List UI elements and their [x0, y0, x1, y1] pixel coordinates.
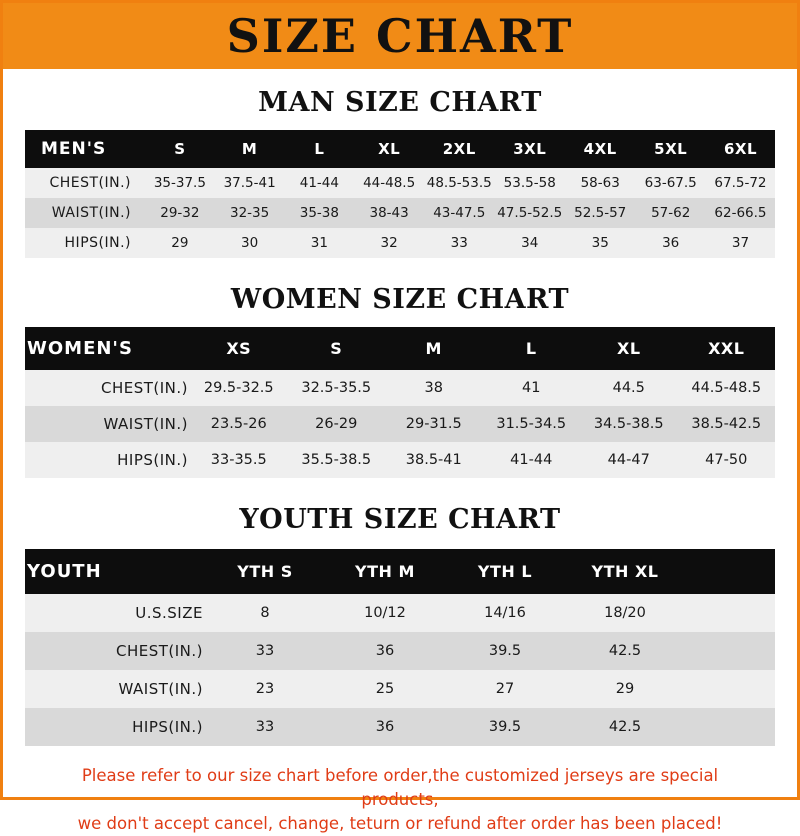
youth-header-label: YOUTH [25, 549, 205, 594]
men-cell: 29 [145, 228, 215, 258]
women-cell: 34.5-38.5 [580, 406, 678, 442]
women-header-label: WOMEN'S [25, 327, 190, 370]
men-header-cell: L [285, 130, 355, 168]
table-row [25, 670, 775, 708]
table-row [25, 406, 775, 442]
women-cell: 26-29 [288, 406, 386, 442]
men-cell: 35-37.5 [145, 168, 215, 198]
youth-section-title: YOUTH SIZE CHART [239, 504, 561, 535]
youth-cell [685, 594, 775, 632]
men-cell: 37 [706, 228, 775, 258]
table-row [25, 228, 775, 258]
youth-cell: 8 [205, 594, 325, 632]
women-cell: 44-47 [580, 442, 678, 478]
women-row-label: WAIST(IN.) [25, 406, 190, 442]
women-cell: 38.5-42.5 [678, 406, 776, 442]
youth-cell: 18/20 [565, 594, 685, 632]
youth-table-header-row [25, 549, 775, 594]
men-row-label: CHEST(IN.) [25, 168, 145, 198]
youth-cell: 42.5 [565, 708, 685, 746]
men-cell: 29-32 [145, 198, 215, 228]
youth-cell: 36 [325, 708, 445, 746]
men-cell: 35-38 [285, 198, 355, 228]
women-cell: 41-44 [483, 442, 581, 478]
youth-header-cell: YTH S [205, 549, 325, 594]
men-cell: 47.5-52.5 [494, 198, 564, 228]
page-title: SIZE CHART [226, 9, 574, 63]
men-cell: 53.5-58 [494, 168, 564, 198]
women-cell: 44.5 [580, 370, 678, 406]
women-cell: 29.5-32.5 [190, 370, 288, 406]
women-header-cell: XXL [678, 327, 776, 370]
men-cell: 41-44 [285, 168, 355, 198]
men-row-label: HIPS(IN.) [25, 228, 145, 258]
men-cell: 38-43 [354, 198, 424, 228]
women-cell: 23.5-26 [190, 406, 288, 442]
table-row [25, 168, 775, 198]
table-row [25, 708, 775, 746]
women-row-label: CHEST(IN.) [25, 370, 190, 406]
men-cell: 52.5-57 [565, 198, 635, 228]
youth-row-label: HIPS(IN.) [25, 708, 205, 746]
youth-cell: 23 [205, 670, 325, 708]
youth-header-cell [685, 549, 775, 594]
women-cell: 41 [483, 370, 581, 406]
men-header-cell: XL [354, 130, 424, 168]
men-header-cell: M [215, 130, 285, 168]
women-cell: 35.5-38.5 [288, 442, 386, 478]
men-cell: 37.5-41 [215, 168, 285, 198]
men-cell: 31 [285, 228, 355, 258]
men-row-label: WAIST(IN.) [25, 198, 145, 228]
men-cell: 32 [354, 228, 424, 258]
women-header-cell: S [288, 327, 386, 370]
women-cell: 44.5-48.5 [678, 370, 776, 406]
men-cell: 63-67.5 [635, 168, 705, 198]
youth-cell: 33 [205, 632, 325, 670]
men-cell: 36 [635, 228, 705, 258]
men-header-cell: 2XL [424, 130, 494, 168]
women-cell: 32.5-35.5 [288, 370, 386, 406]
youth-cell: 10/12 [325, 594, 445, 632]
women-cell: 31.5-34.5 [483, 406, 581, 442]
women-section-title: WOMEN SIZE CHART [230, 284, 570, 315]
women-cell: 38 [385, 370, 483, 406]
youth-cell: 36 [325, 632, 445, 670]
footer-note-line-2: we don't accept cancel, change, teturn or refund after order has been placed! [77, 813, 723, 833]
men-header-cell: 6XL [706, 130, 775, 168]
women-cell: 33-35.5 [190, 442, 288, 478]
men-header-label: MEN'S [25, 130, 145, 168]
men-cell: 32-35 [215, 198, 285, 228]
footer-note-line-1: Please refer to our size chart before order,the customized jerseys are special products, [81, 766, 719, 809]
youth-row-label: WAIST(IN.) [25, 670, 205, 708]
men-cell: 67.5-72 [706, 168, 775, 198]
men-cell: 62-66.5 [706, 198, 775, 228]
men-cell: 30 [215, 228, 285, 258]
youth-header-cell: YTH M [325, 549, 445, 594]
chart-content [3, 87, 797, 836]
youth-cell: 39.5 [445, 708, 565, 746]
youth-cell: 27 [445, 670, 565, 708]
man-section-title: MAN SIZE CHART [258, 87, 542, 118]
men-cell: 58-63 [565, 168, 635, 198]
men-header-cell: 5XL [635, 130, 705, 168]
men-cell: 44-48.5 [354, 168, 424, 198]
women-row-label: HIPS(IN.) [25, 442, 190, 478]
youth-cell: 39.5 [445, 632, 565, 670]
header-bar [3, 3, 797, 69]
youth-header-cell: YTH XL [565, 549, 685, 594]
men-header-cell: 3XL [494, 130, 564, 168]
men-cell: 43-47.5 [424, 198, 494, 228]
youth-header-cell: YTH L [445, 549, 565, 594]
youth-cell [685, 708, 775, 746]
women-size-table [25, 327, 775, 478]
men-cell: 48.5-53.5 [424, 168, 494, 198]
women-header-cell: XL [580, 327, 678, 370]
men-header-cell: 4XL [565, 130, 635, 168]
table-row [25, 632, 775, 670]
youth-cell: 14/16 [445, 594, 565, 632]
men-cell: 34 [494, 228, 564, 258]
men-cell: 33 [424, 228, 494, 258]
women-header-cell: XS [190, 327, 288, 370]
table-row [25, 370, 775, 406]
men-cell: 35 [565, 228, 635, 258]
men-header-cell: S [145, 130, 215, 168]
youth-cell: 33 [205, 708, 325, 746]
youth-cell [685, 670, 775, 708]
youth-row-label: CHEST(IN.) [25, 632, 205, 670]
women-cell: 38.5-41 [385, 442, 483, 478]
women-header-cell: M [385, 327, 483, 370]
youth-cell: 29 [565, 670, 685, 708]
men-table-header-row [25, 130, 775, 168]
women-cell: 47-50 [678, 442, 776, 478]
table-row [25, 442, 775, 478]
men-cell: 57-62 [635, 198, 705, 228]
women-header-cell: L [483, 327, 581, 370]
youth-cell: 25 [325, 670, 445, 708]
youth-cell: 42.5 [565, 632, 685, 670]
youth-cell [685, 632, 775, 670]
women-table-header-row [25, 327, 775, 370]
table-row [25, 198, 775, 228]
table-row [25, 594, 775, 632]
youth-row-label: U.S.SIZE [25, 594, 205, 632]
women-cell: 29-31.5 [385, 406, 483, 442]
youth-size-table [25, 549, 775, 746]
men-size-table [25, 130, 775, 258]
